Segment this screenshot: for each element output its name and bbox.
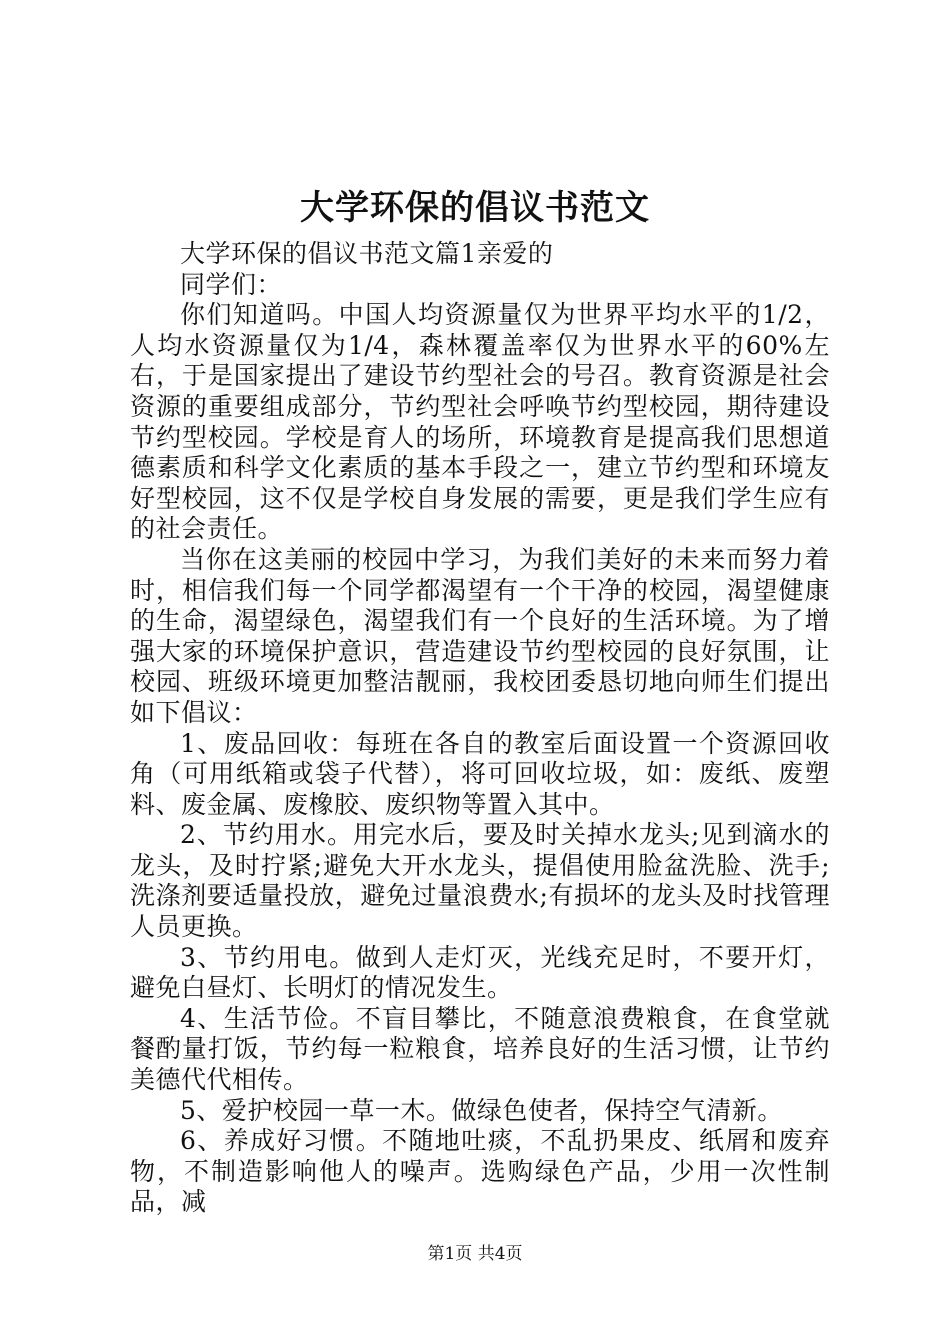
page-number-footer: 第1页 共4页 bbox=[427, 1244, 523, 1264]
document-body bbox=[130, 239, 830, 1218]
paragraph-item-6: 6、养成好习惯。不随地吐痰，不乱扔果皮、纸屑和废弃物，不制造影响他人的噪声。选购绿色产品，少用一次性制品，减 bbox=[130, 1126, 830, 1217]
paragraph-item-5: 5、爱护校园一草一木。做绿色使者，保持空气清新。 bbox=[180, 1095, 783, 1125]
paragraph-item-1: 1、废品回收：每班在各自的教室后面设置一个资源回收角（可用纸箱或袋子代替），将可回收垃圾，如：废纸、废塑料、废金属、废橡胶、废织物等置入其中。 bbox=[130, 728, 830, 819]
paragraph-salutation: 同学们： bbox=[180, 269, 283, 299]
paragraph-campus: 当你在这美丽的校园中学习，为我们美好的未来而努力着时，相信我们每一个同学都渴望有一个干净的校园，渴望健康的生命，渴望绿色，渴望我们有一个良好的生活环境。为了增强大家的环境保护意识，营造建设节约型校园的良好氛围，让校园、班级环境更加整洁靓丽，我校团委恳切地向师生们提出如下倡议： bbox=[130, 544, 830, 727]
document-title: 大学环保的倡议书范文 bbox=[300, 188, 650, 228]
paragraph-item-4: 4、生活节俭。不盲目攀比，不随意浪费粮食，在食堂就餐酌量打饭，节约每一粒粮食，培养良好的生活习惯，让节约美德代代相传。 bbox=[130, 1003, 830, 1095]
paragraph-resources: 你们知道吗。中国人均资源量仅为世界平均水平的1/2，人均水资源量仅为1/4，森林覆盖率仅为世界水平的60%左右，于是国家提出了建设节约型社会的号召。教育资源是社会资源的重要组成部分，节约型社会呼唤节约型校园，期待建设节约型校园。学校是育人的场所，环境教育是提高我们思想道德素质和科学文化素质的基本手段之一，建立节约型和环境友好型校园，这不仅是学校自身发展的需要，更是我们学生应有的社会责任。 bbox=[130, 300, 830, 544]
paragraph-intro: 大学环保的倡议书范文篇1亲爱的 bbox=[180, 239, 554, 268]
paragraph-item-2: 2、节约用水。用完水后，要及时关掉水龙头;见到滴水的龙头，及时拧紧;避免大开水龙头，提倡使用脸盆洗脸、洗手;洗涤剂要适量投放，避免过量浪费水;有损坏的龙头及时找管理人员更换。 bbox=[130, 820, 830, 942]
paragraph-item-3: 3、节约用电。做到人走灯灭，光线充足时，不要开灯，避免白昼灯、长明灯的情况发生。 bbox=[130, 942, 830, 1003]
